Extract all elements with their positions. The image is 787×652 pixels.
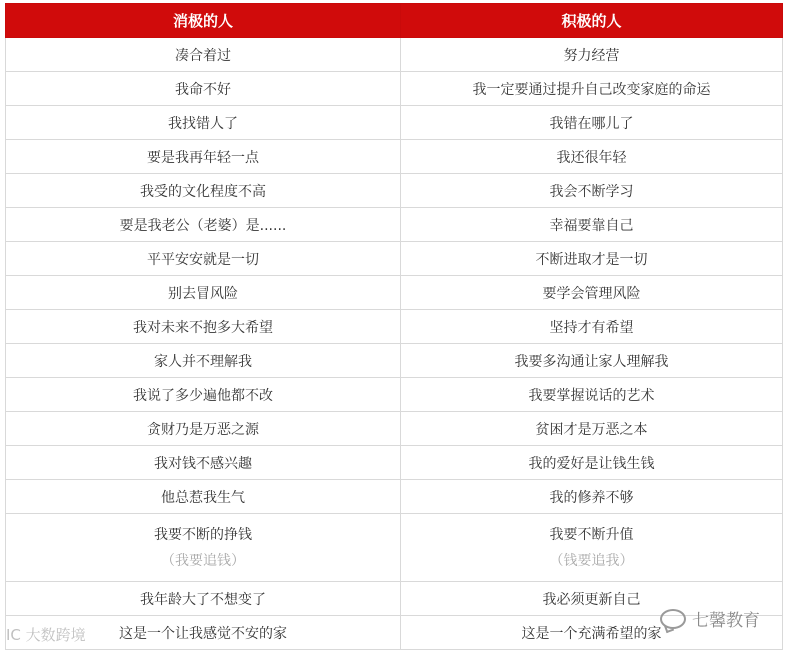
negative-cell: 我对未来不抱多大希望	[6, 310, 401, 344]
watermark-right	[660, 606, 760, 631]
negative-cell: 他总惹我生气	[6, 480, 401, 514]
positive-cell: 贫困才是万恶之本	[401, 412, 783, 446]
table-row	[6, 276, 783, 310]
positive-cell: 我的爱好是让钱生钱	[401, 446, 783, 480]
negative-sub-text: （我要追钱）	[161, 552, 245, 569]
negative-cell: 要是我老公（老婆）是......	[6, 208, 401, 242]
positive-cell: 我还很年轻	[401, 140, 783, 174]
negative-cell: 家人并不理解我	[6, 344, 401, 378]
positive-cell: 幸福要靠自己	[401, 208, 783, 242]
positive-cell: 我要掌握说话的艺术	[401, 378, 783, 412]
positive-cell: 这是一个充满希望的家	[401, 616, 783, 650]
negative-cell: 这是一个让我感觉不安的家	[6, 616, 401, 650]
positive-cell: 坚持才有希望	[401, 310, 783, 344]
table-row	[6, 344, 783, 378]
table-row	[6, 310, 783, 344]
negative-cell	[6, 514, 401, 582]
positive-sub-text: （钱要追我）	[549, 552, 634, 569]
positive-cell	[401, 514, 783, 582]
negative-cell: 要是我再年轻一点	[6, 140, 401, 174]
positive-cell: 我必须更新自己	[401, 582, 783, 616]
negative-cell: 我命不好	[6, 72, 401, 106]
positive-cell: 我错在哪儿了	[401, 106, 783, 140]
wechat-icon	[660, 609, 686, 629]
positive-cell: 我会不断学习	[401, 174, 783, 208]
positive-cell: 要学会管理风险	[401, 276, 783, 310]
table-row	[6, 208, 783, 242]
table-row	[6, 140, 783, 174]
header-negative: 消极的人	[6, 4, 401, 38]
positive-cell: 努力经营	[401, 38, 783, 72]
table-row	[6, 242, 783, 276]
header-positive: 积极的人	[401, 4, 783, 38]
watermark-left: IC 大数跨境	[6, 626, 86, 644]
negative-cell: 我对钱不感兴趣	[6, 446, 401, 480]
table-row	[6, 412, 783, 446]
negative-cell: 贪财乃是万恶之源	[6, 412, 401, 446]
negative-cell: 我找错人了	[6, 106, 401, 140]
negative-cell: 别去冒风险	[6, 276, 401, 310]
positive-main-text: 我要不断升值	[549, 526, 634, 543]
positive-cell: 不断进取才是一切	[401, 242, 783, 276]
table-row	[6, 378, 783, 412]
watermark-right-text: 七馨教育	[692, 611, 760, 631]
negative-main-text: 我要不断的挣钱	[154, 526, 252, 543]
table-row-tall	[6, 514, 783, 582]
negative-cell: 凑合着过	[6, 38, 401, 72]
table-row	[6, 174, 783, 208]
table-row	[6, 106, 783, 140]
table-row	[6, 446, 783, 480]
negative-cell: 我年龄大了不想变了	[6, 582, 401, 616]
negative-cell: 平平安安就是一切	[6, 242, 401, 276]
negative-cell: 我说了多少遍他都不改	[6, 378, 401, 412]
positive-cell: 我一定要通过提升自己改变家庭的命运	[401, 72, 783, 106]
positive-cell: 我的修养不够	[401, 480, 783, 514]
positive-cell: 我要多沟通让家人理解我	[401, 344, 783, 378]
table-row	[6, 38, 783, 72]
table-row	[6, 72, 783, 106]
negative-cell: 我受的文化程度不高	[6, 174, 401, 208]
header-row	[6, 4, 783, 38]
comparison-table	[5, 3, 783, 650]
table-row	[6, 480, 783, 514]
